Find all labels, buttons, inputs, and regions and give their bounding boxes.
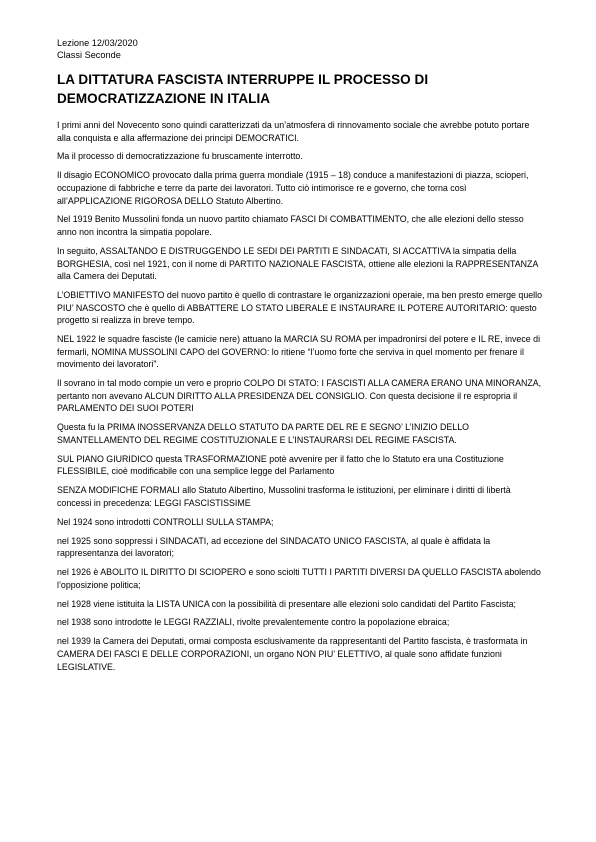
paragraph-1922: NEL 1922 le squadre fasciste (le camicie nere) attuano la MARCIA SU ROMA per impadronirsi del potere e IL RE, invece di fermarli, NOMINA MUSSOLINI CAPO del GOVERNO: lo ritiene “l’uomo forte che serviva in quel momento per frenare il movimento dei lavoratori”. bbox=[57, 334, 541, 370]
paragraph-intro: I primi anni del Novecento sono quindi caratterizzati da un’atmosfera di rinnovamento sociale che avrebbe potuto portare alla conquista e alla affermazione dei principi DEMOCRATICI. bbox=[57, 120, 530, 143]
page-title bbox=[57, 70, 544, 108]
paragraph-1926: nel 1926 è ABOLITO IL DIRITTO DI SCIOPERO e sono sciolti TUTTI I PARTITI DIVERSI DA QUELLO FASCISTA abolendo l’opposizione politica; bbox=[57, 567, 541, 590]
lesson-date: Lezione 12/03/2020 bbox=[57, 38, 138, 48]
paragraph-1921: In seguito, ASSALTANDO E DISTRUGGENDO LE SEDI DEI PARTITI E SINDACATI, SI ACCATTIVA la simpatia della BORGHESIA, così nel 1921, con il nome di PARTITO NAZIONALE FASCISTA, ottiene alle elezioni la RAPPRESENTANZA alla Camera dei Deputati. bbox=[57, 245, 538, 282]
class-label: Classi Seconde bbox=[57, 50, 121, 60]
paragraph-fascist-laws: SENZA MODIFICHE FORMALI allo Statuto Albertino, Mussolini trasforma le istituzioni, per eliminare i diritti di libertà concessi in precedenza: LEGGI FASCISTISSIME bbox=[57, 485, 511, 508]
paragraph-economic-crisis: Il disagio ECONOMICO provocato dalla prima guerra mondiale (1915 – 18) conduce a manifestazioni di piazza, scioperi, occupazione di fabbriche e terre da parte dei lavoratori. Tutto ciò intimorisce re e governo, che torna così all’APPLICAZIONE RIGOROSA DELLO Statuto Albertino. bbox=[57, 170, 529, 206]
paragraph-statute-violation: Questa fu la PRIMA INOSSERVANZA DELLO STATUTO DA PARTE DEL RE E SEGNO’ L’INIZIO DELLO SMANTELLAMENTO DEL REGIME COSTITUZIONALE E L’INSTAURARSI DEL REGIME FASCISTA. bbox=[57, 422, 470, 445]
paragraph-coup: Il sovrano in tal modo compie un vero e proprio COLPO DI STATO: I FASCISTI ALLA CAMERA ERANO UNA MINORANZA, pertanto non avevano ALCUN DIRITTO ALLA PRESIDENZA DEL CONSIGLIO. Con questa decisione il re espropria il PARLAMENTO DEI SUOI POTERI bbox=[57, 378, 542, 414]
paragraph-objective: L’OBIETTIVO MANIFESTO del nuovo partito è quello di contrastare le organizzazioni operaie, ma ben presto emerge quello PIU’ NASCOSTO che è quello di ABBATTERE LO STATO LIBERALE E INSTAURARE IL POTERE AUTORITARIO: questo progetto si realizza in breve tempo. bbox=[57, 290, 543, 326]
paragraph-1924: Nel 1924 sono introdotti CONTROLLI SULLA STAMPA; bbox=[57, 516, 274, 527]
paragraph-1938: nel 1938 sono introdotte le LEGGI RAZZIALI, rivolte prevalentemente contro la popolazione ebraica; bbox=[57, 617, 450, 628]
paragraph-1919: Nel 1919 Benito Mussolini fonda un nuovo partito chiamato FASCI DI COMBATTIMENTO, che alle elezioni dello stesso anno non incontra la simpatia popolare. bbox=[57, 214, 524, 238]
title-line-2: DEMOCRATIZZAZIONE IN ITALIA bbox=[57, 91, 271, 106]
paragraph-1928: nel 1928 viene istituita la LISTA UNICA con la possibilità di presentare alle elezioni solo candidati del Partito Fascista; bbox=[57, 598, 516, 609]
paragraph-legal-plan: SUL PIANO GIURIDICO questa TRASFORMAZIONE potè avvenire per il fatto che lo Statuto era una Costituzione FLESSIBILE, cioè modificabile con una semplice legge del Parlamento bbox=[57, 453, 504, 477]
paragraph-1925: nel 1925 sono soppressi i SINDACATI, ad eccezione del SINDACATO UNICO FASCISTA, al quale è affidata la rappresentanza dei lavoratori; bbox=[57, 535, 491, 559]
paragraph-interruption: Ma il processo di democratizzazione fu bruscamente interrotto. bbox=[57, 151, 303, 162]
title-line-1: LA DITTATURA FASCISTA INTERRUPPE IL PROCESSO DI bbox=[57, 72, 429, 87]
paragraph-1939: nel 1939 la Camera dei Deputati, ormai composta esclusivamente da rappresentanti del Partito fascista, è trasformata in CAMERA DEI FASCI E DELLE CORPORAZIONI, un organo NON PIU’ ELETTIVO, al quale sono affidate funzioni LEGISLATIVE. bbox=[57, 636, 528, 672]
